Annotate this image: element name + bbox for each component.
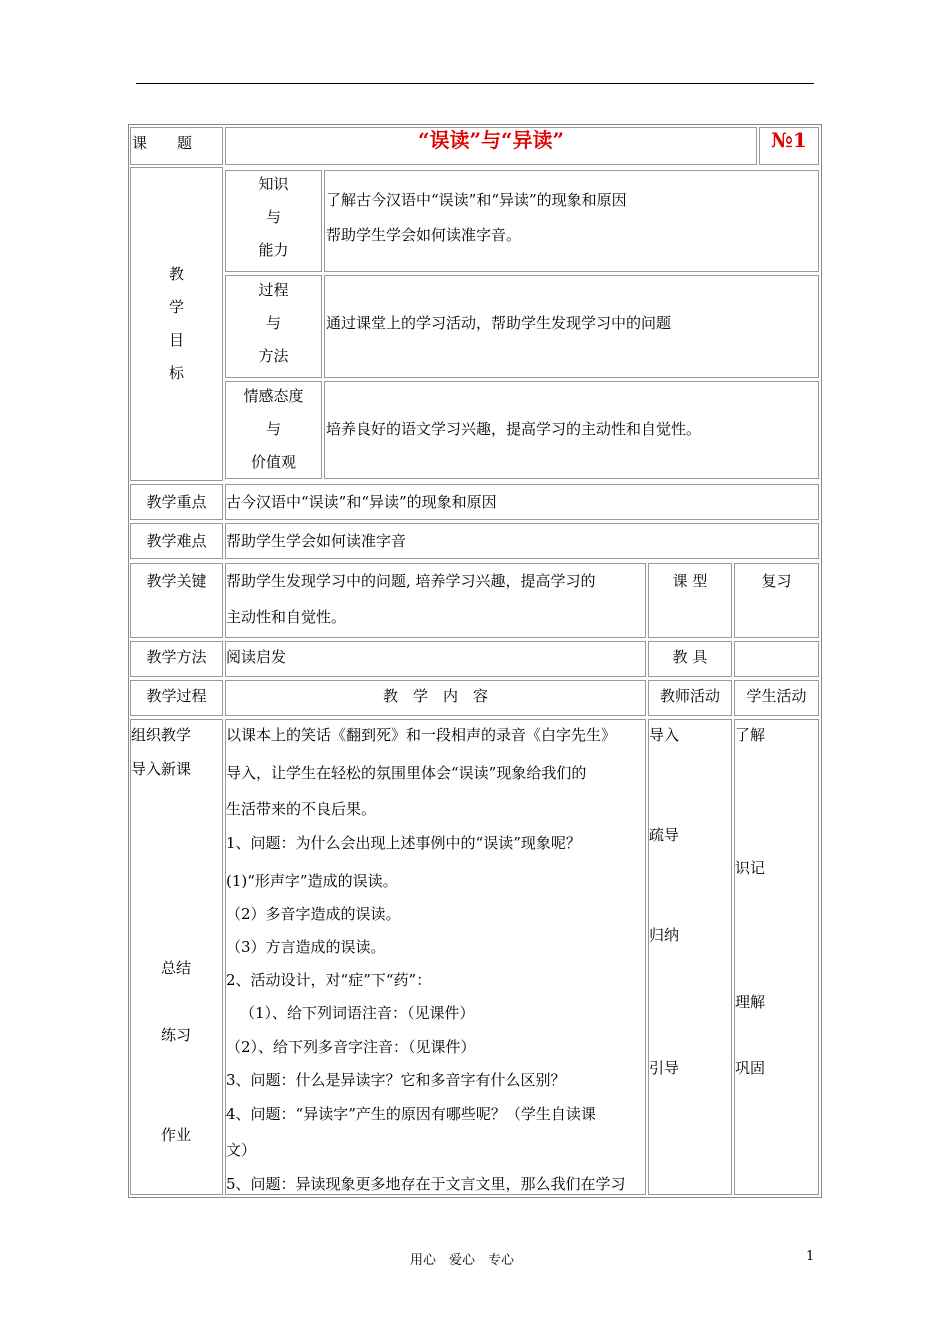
process-content-line: （3）方言造成的误读。 <box>226 938 386 956</box>
type-value: 复习 <box>761 572 792 590</box>
key-content: 帮助学生发现学习中的问题, 培养学习兴趣，提高学习的 <box>226 572 596 590</box>
process-content-line: 生活带来的不良后果。 <box>226 800 377 818</box>
student-activity: 巩固 <box>735 1059 766 1077</box>
objectives-label-char: 目 <box>168 331 184 349</box>
process-stage: 练习 <box>161 1026 192 1044</box>
process-stage: 组织教学 <box>131 726 192 744</box>
teacher-activity-header: 教师活动 <box>659 687 720 705</box>
key-content: 主动性和自觉性。 <box>226 608 347 626</box>
process-content-line: 2、活动设计，对“症”下“药”： <box>226 971 432 989</box>
process-content-line: 3、问题：什么是异读字？它和多音字有什么区别？ <box>226 1071 566 1089</box>
process-content-line: 文） <box>226 1141 257 1159</box>
key-label: 教学关键 <box>146 572 207 590</box>
process-content-line: （1）、给下列词语注音：（见课件） <box>240 1004 475 1022</box>
objective-process-label: 与 <box>265 314 281 332</box>
process-content-line: 4、问题：“异读字”产生的原因有哪些呢？（学生自读课 <box>226 1105 596 1123</box>
lesson-number: №1 <box>771 128 807 152</box>
objective-knowledge-label: 知识 <box>258 175 289 193</box>
objective-process-content: 通过课堂上的学习活动，帮助学生发现学习中的问题 <box>326 314 672 332</box>
objective-emotion-label: 价值观 <box>250 453 296 471</box>
objective-emotion-label: 情感态度 <box>243 387 304 405</box>
teacher-activity: 引导 <box>649 1059 680 1077</box>
objective-emotion-content: 培养良好的语文学习兴趣，提高学习的主动性和自觉性。 <box>326 420 702 438</box>
objective-knowledge-label: 与 <box>265 208 281 226</box>
objectives-label-char: 教 <box>168 265 184 283</box>
objective-knowledge-label: 能力 <box>258 241 289 259</box>
cell-objectives-label <box>130 167 223 481</box>
process-content-line: （2）、给下列多音字注音：（见课件） <box>226 1038 476 1056</box>
process-content-line: （2）多音字造成的误读。 <box>226 905 401 923</box>
method-content: 阅读启发 <box>226 648 287 666</box>
student-activity: 识记 <box>735 859 766 877</box>
page-number: 1 <box>806 1249 815 1264</box>
cell-method-content <box>225 641 646 677</box>
lesson-title: “误读”与“异读” <box>417 128 564 152</box>
process-content-header: 教 学 内 容 <box>382 687 488 705</box>
process-label: 教学过程 <box>146 687 207 705</box>
teacher-activity: 导入 <box>649 726 680 744</box>
process-content-line: 以课本上的笑话《翻到死》和一段相声的录音《白字先生》 <box>226 726 617 744</box>
cell-process-left <box>130 719 223 1195</box>
cell-process-teacher <box>648 719 732 1195</box>
keypoint-label: 教学重点 <box>146 493 207 511</box>
header-rule <box>136 83 814 84</box>
type-label: 课 型 <box>672 572 708 590</box>
student-activity: 理解 <box>735 993 766 1011</box>
objectives-label-char: 标 <box>168 364 184 382</box>
keypoint-content: 古今汉语中“误读”和“异读”的现象和原因 <box>226 493 497 511</box>
difficulty-content: 帮助学生学会如何读准字音 <box>226 532 407 550</box>
objective-knowledge-content: 了解古今汉语中“误读”和“异读”的现象和原因 <box>326 191 627 209</box>
objective-emotion-label: 与 <box>265 420 281 438</box>
tools-label: 教 具 <box>672 648 708 666</box>
process-stage: 导入新课 <box>131 760 192 778</box>
objectives-label-char: 学 <box>168 298 184 316</box>
cell-process-student <box>734 719 819 1195</box>
objective-process-label: 方法 <box>258 347 289 365</box>
footer-motto: 用心 爱心 专心 <box>410 1253 515 1268</box>
objective-knowledge-content: 帮助学生学会如何读准字音。 <box>326 226 522 244</box>
process-content-line: 5、问题：异读现象更多地存在于文言文里，那么我们在学习 <box>226 1175 626 1193</box>
objective-process-label: 过程 <box>258 281 289 299</box>
student-activity: 了解 <box>735 726 766 744</box>
process-stage: 作业 <box>161 1126 192 1144</box>
cell-process-content <box>225 719 646 1195</box>
keti-label: 课 题 <box>132 134 193 152</box>
student-activity-header: 学生活动 <box>746 687 807 705</box>
cell-tools-value <box>734 641 819 677</box>
teacher-activity: 疏导 <box>649 826 680 844</box>
process-content-line: 导入，让学生在轻松的氛围里体会“误读”现象给我们的 <box>226 764 587 782</box>
cell-objective-knowledge-content <box>324 170 819 272</box>
process-content-line: 1、问题：为什么会出现上述事例中的“误读”现象呢？ <box>226 834 581 852</box>
difficulty-label: 教学难点 <box>146 532 207 550</box>
process-content-line: (1)“形声字”造成的误读。 <box>226 872 398 890</box>
method-label: 教学方法 <box>146 648 207 666</box>
teacher-activity: 归纳 <box>649 926 680 944</box>
process-stage: 总结 <box>161 959 192 977</box>
